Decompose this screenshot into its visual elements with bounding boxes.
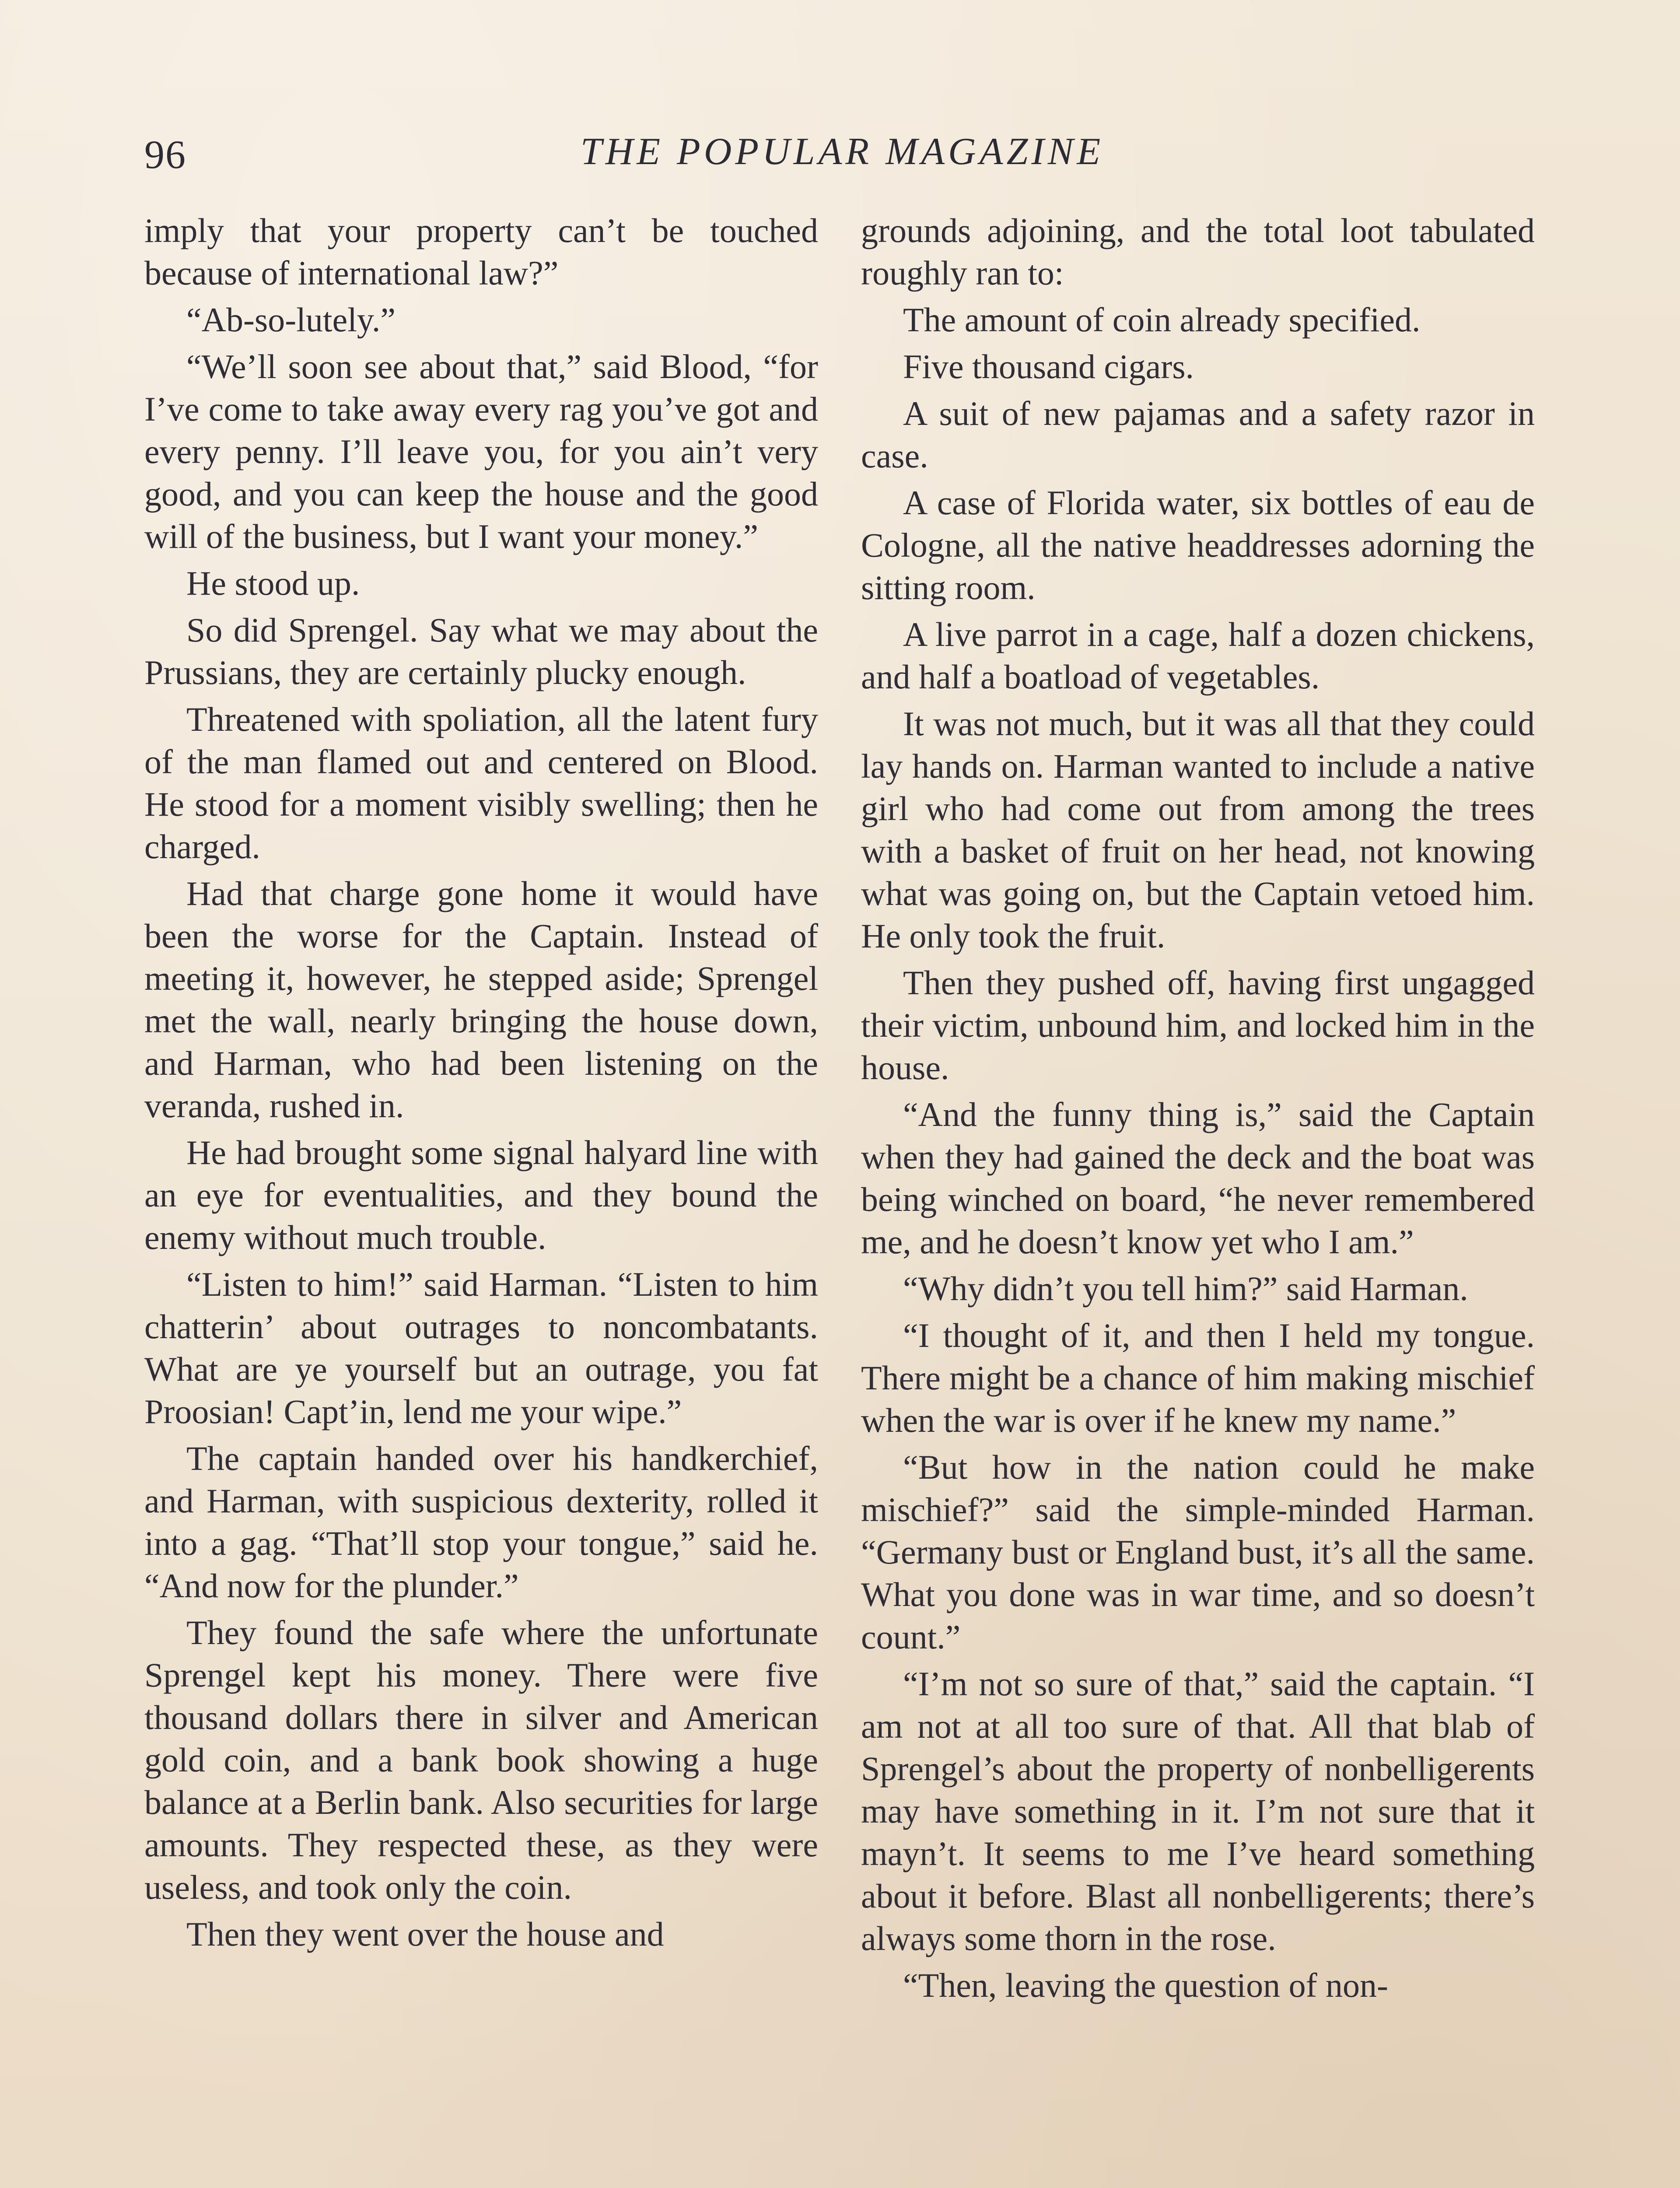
- paragraph: He had brought some signal halyard line with an eye for eventualities, and they bound the enemy without much trouble.: [144, 1133, 818, 1256]
- paragraph: He stood up.: [186, 564, 360, 602]
- paragraph: “Listen to him!” said Harman. “Listen to him chatterin’ about outrages to noncombatants. What are ye yourself but an outrage, you fat Proosian! Capt’in, lend me your wipe.”: [144, 1265, 818, 1431]
- loot-list-item: A suit of new pajamas and a safety razor in case.: [861, 394, 1535, 475]
- page-number: 96: [144, 132, 186, 177]
- paragraph: The captain handed over his handkerchief, and Harman, with suspicious dexterity, rolled it into a gag. “That’ll stop your tongue,” said he. “And now for the plunder.”: [144, 1439, 818, 1605]
- running-head-title: THE POPULAR MAGAZINE: [580, 130, 1104, 173]
- paragraph: “And the funny thing is,” said the Captain when they had gained the deck and the boat was being winched on board, “he never remembered me, and he doesn’t know yet who I am.”: [861, 1095, 1535, 1261]
- paragraph: It was not much, but it was all that they could lay hands on. Harman wanted to include a native girl who had come out from among the trees with a basket of fruit on her head, not knowing what was going on, but the Captain vetoed him. He only took the fruit.: [861, 705, 1535, 955]
- paragraph: So did Sprengel. Say what we may about the Prussians, they are certainly plucky enough.: [144, 611, 818, 691]
- paragraph: Then they went over the house and: [186, 1915, 664, 1953]
- loot-list-item: The amount of coin already specified.: [903, 301, 1421, 339]
- paragraph: “Then, leaving the question of non-: [903, 1966, 1389, 2004]
- paragraph: “But how in the nation could he make mischief?” said the simple-minded Harman. “Germany bust or England bust, it’s all the same. What you done was in war time, and so doesn’t count.”: [861, 1448, 1535, 1656]
- paragraph: Then they pushed off, having first ungagged their victim, unbound him, and locked him in the house.: [861, 964, 1535, 1087]
- loot-list-item: A live parrot in a cage, half a dozen chickens, and half a boatload of vegetables.: [861, 615, 1535, 696]
- loot-list-item: A case of Florida water, six bottles of eau de Cologne, all the native headdresses adorning the sitting room.: [861, 484, 1535, 607]
- paragraph: “Ab-so-lutely.”: [186, 301, 396, 339]
- paragraph: Threatened with spoliation, all the latent fury of the man flamed out and centered on Blood. He stood for a moment visibly swelling; then he charged.: [144, 700, 818, 866]
- right-text-column: [861, 209, 1535, 2188]
- loot-list-item: Five thousand cigars.: [903, 347, 1194, 386]
- paragraph: imply that your property can’t be touched because of international law?”: [144, 211, 818, 292]
- paragraph: grounds adjoining, and the total loot tabulated roughly ran to:: [861, 211, 1535, 292]
- paragraph: They found the safe where the unfortunate Sprengel kept his money. There were five thousand dollars there in silver and American gold coin, and a bank book showing a huge balance at a Berlin bank. Also securities for large amounts. They respected these, as they were useless, and took only the coin.: [144, 1613, 818, 1906]
- left-text-column: [144, 209, 818, 2188]
- paragraph: “Why didn’t you tell him?” said Harman.: [903, 1269, 1468, 1308]
- paragraph: “I’m not so sure of that,” said the captain. “I am not at all too sure of that. All that blab of Sprengel’s about the property of nonbelligerents may have something in it. I’m not sure that it mayn’t. It seems to me I’ve heard something about it before. Blast all nonbelligerents; there’s always some thorn in the rose.: [861, 1665, 1535, 1957]
- paragraph: “I thought of it, and then I held my tongue. There might be a chance of him making mischief when the war is over if he knew my name.”: [861, 1316, 1535, 1439]
- paragraph: Had that charge gone home it would have been the worse for the Captain. Instead of meeting it, however, he stepped aside; Sprengel met the wall, nearly bringing the house down, and Harman, who had been listening on the veranda, rushed in.: [144, 874, 818, 1125]
- paragraph: “We’ll soon see about that,” said Blood, “for I’ve come to take away every rag you’ve got and every penny. I’ll leave you, for you ain’t very good, and you can keep the house and the good will of the business, but I want your money.”: [144, 347, 818, 555]
